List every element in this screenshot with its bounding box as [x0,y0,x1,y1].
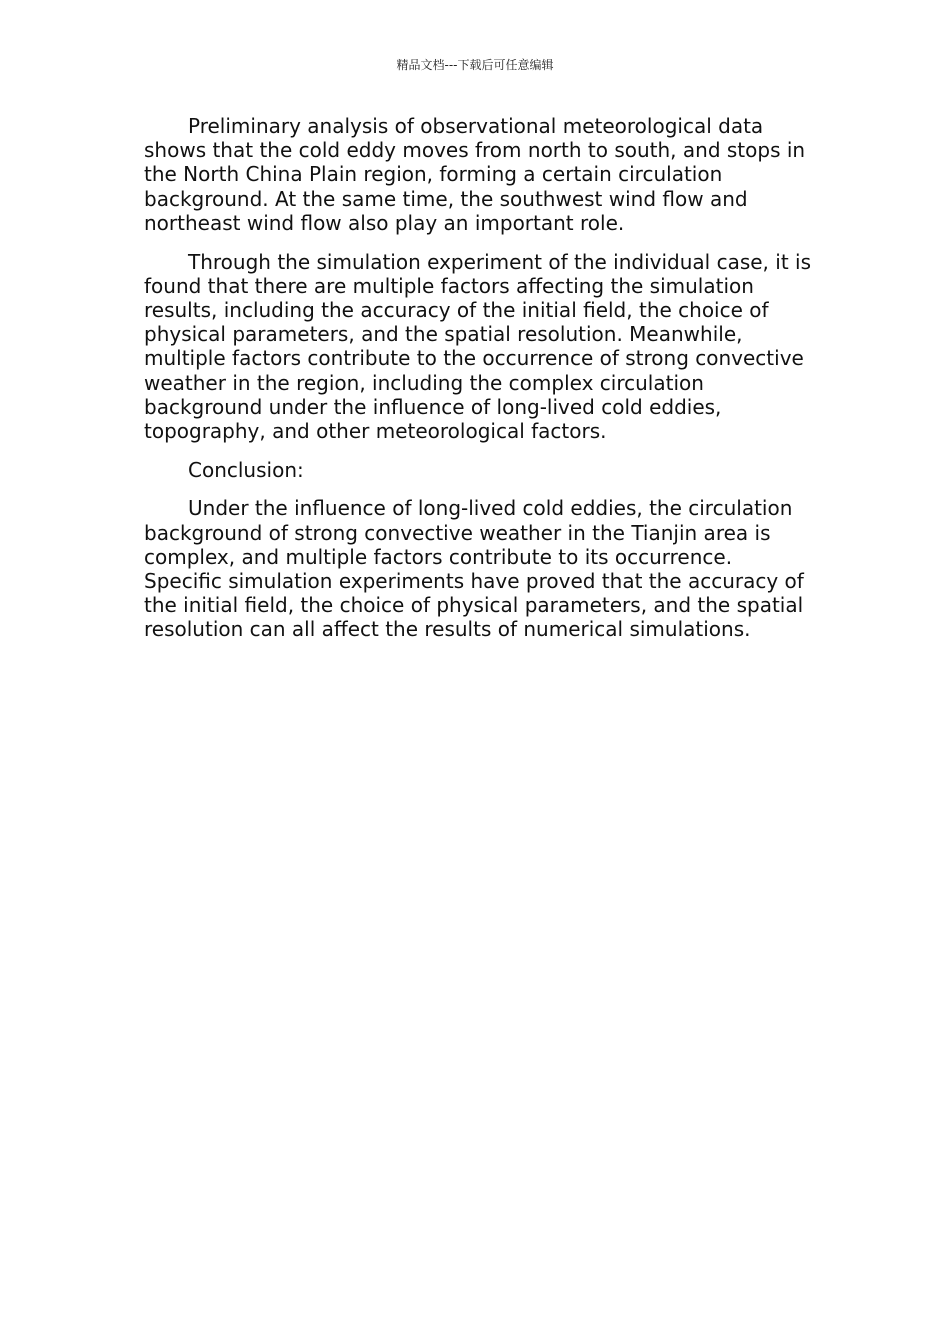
paragraph-observational-analysis: Preliminary analysis of observational meteorological data shows that the cold eddy moves from north to south, and stops in the North China Plain region, forming a certain circulation background. At the same time, the southwest wind flow and northeast wind flow also play an important role. [144,114,806,235]
conclusion-heading: Conclusion: [188,457,304,482]
document-body [144,114,812,656]
paragraph-conclusion: Under the influence of long-lived cold eddies, the circulation background of strong convective weather in the Tianjin area is complex, and multiple factors contribute to its occurrence. Specific simulation experiments have proved that the accuracy of the initial field, the choice of physical parameters, and the spatial resolution can all affect the results of numerical simulations. [144,496,804,642]
page-header: 精品文档---下载后可任意编辑 [396,58,554,72]
paragraph-simulation-experiment: Through the simulation experiment of the individual case, it is found that there are multiple factors affecting the simulation results, including the accuracy of the initial field, the choice of physical parameters, and the spatial resolution. Meanwhile, multiple factors contribute to the occurrence of strong convective weather in the region, including the complex circulation background under the influence of long-lived cold eddies, topography, and other meteorological factors. [144,249,811,443]
